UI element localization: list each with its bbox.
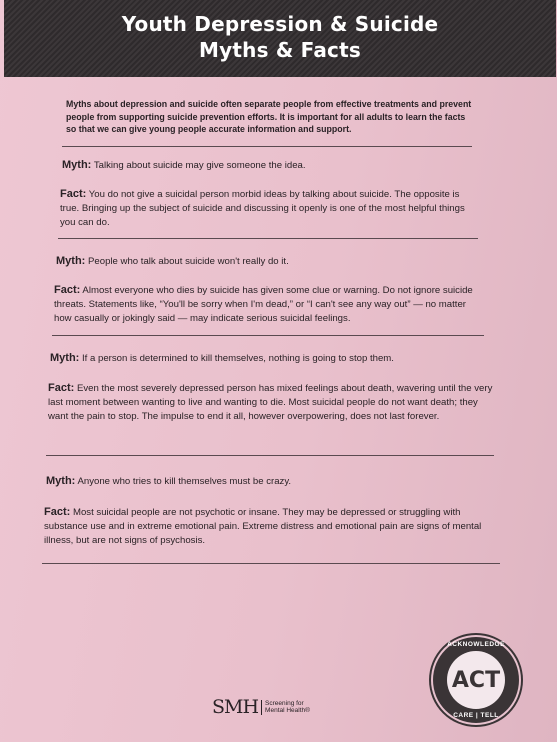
- smh-logo: [212, 695, 310, 719]
- fact-3: [48, 381, 496, 424]
- page-subtitle: Myths & Facts: [199, 38, 361, 62]
- smh-logo-mark: SMH: [212, 696, 259, 718]
- smh-line1: Screening for: [265, 699, 304, 707]
- fact-label: Fact:: [44, 506, 71, 518]
- myth-label: Myth:: [50, 352, 80, 364]
- fact-text: Most suicidal people are not psychotic or insane. They may be depressed or struggling with substance use and in extreme emotional pain. Extreme distress and emotional pain are signs of mental illness, but are not signs of psychosis.: [44, 507, 482, 546]
- fact-text: Almost everyone who dies by suicide has given some clue or warning. Do not ignore suicide threats. Statements like, “You'll be sorry when I'm dead,” or “I can't see any way out” — no matter how casually or jokingly said — may indicate serious suicidal feelings.: [54, 285, 473, 324]
- fact-label: Fact:: [60, 188, 87, 200]
- myth-text: People who talk about suicide won't really do it.: [88, 256, 289, 267]
- divider: [42, 563, 500, 564]
- smh-logo-text: [261, 700, 310, 715]
- fact-4: [44, 505, 496, 548]
- fact-label: Fact:: [48, 382, 75, 394]
- divider: [46, 455, 494, 456]
- page-title: Youth Depression & Suicide: [121, 12, 439, 36]
- act-word: ACT: [451, 667, 501, 693]
- act-logo: [433, 637, 519, 723]
- fact-text: Even the most severely depressed person has mixed feelings about death, wavering until the very last moment between wanting to live and wanting to die. Most suicidal people do not want death; they want the pain to stop. The impulse to end it all, however overpowering, does not last forever.: [48, 383, 493, 422]
- act-center: [447, 651, 505, 709]
- myth-text: If a person is determined to kill themselves, nothing is going to stop them.: [82, 353, 394, 364]
- fact-1: [60, 187, 480, 230]
- divider: [62, 146, 472, 147]
- myth-text: Anyone who tries to kill themselves must be crazy.: [77, 476, 292, 487]
- myth-2: [56, 254, 486, 269]
- myth-label: Myth:: [46, 475, 76, 487]
- myth-text: Talking about suicide may give someone the idea.: [93, 160, 306, 171]
- intro-paragraph: Myths about depression and suicide often separate people from effective treatments and prevent people from supporting suicide prevention efforts. It is important for all adults to learn the facts so that we can give young people accurate information and support.: [66, 99, 472, 134]
- act-bottom-text: CARE | TELL: [453, 712, 499, 719]
- fact-label: Fact:: [54, 284, 81, 296]
- myth-3: [50, 351, 490, 366]
- fact-text: You do not give a suicidal person morbid ideas by talking about suicide. The opposite is true. Bringing up the subject of suicide and discussing it openly is one of the most helpful things you can do.: [60, 189, 465, 228]
- divider: [52, 335, 484, 336]
- title-banner: [4, 0, 556, 77]
- divider: [58, 238, 478, 239]
- myth-label: Myth:: [56, 255, 86, 267]
- act-top-text: ACKNOWLEDGE: [447, 641, 505, 648]
- myth-1: [62, 158, 482, 173]
- fact-2: [54, 283, 484, 326]
- myth-label: Myth:: [62, 159, 92, 171]
- smh-line2: Mental Health®: [265, 707, 310, 714]
- myth-4: [46, 474, 496, 489]
